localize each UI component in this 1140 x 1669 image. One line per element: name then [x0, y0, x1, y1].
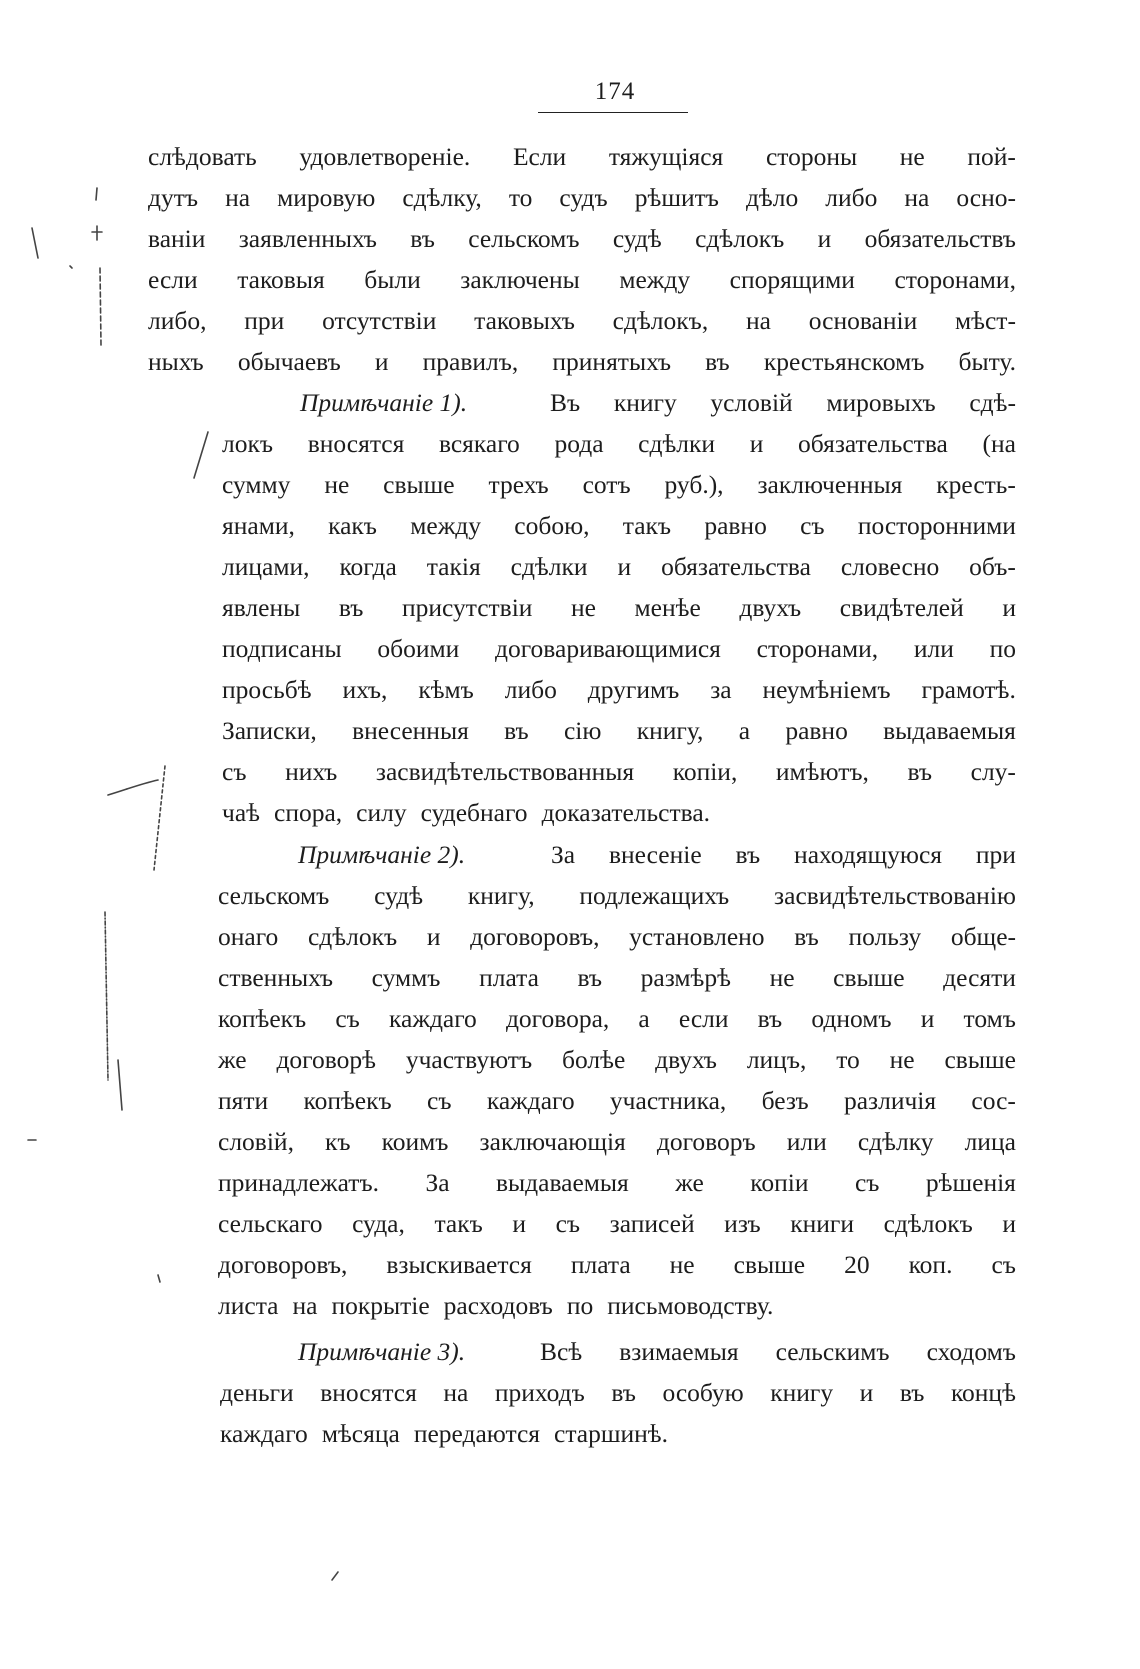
word: просьбѣ	[222, 675, 312, 704]
margin-mark	[194, 432, 208, 478]
word: пой-	[967, 142, 1016, 171]
word: въ	[794, 922, 819, 951]
word: книгу	[613, 388, 677, 417]
word: кресть-	[936, 470, 1016, 499]
margin-mark	[118, 1060, 122, 1110]
page-number-rule	[538, 112, 688, 113]
word: за	[710, 675, 732, 704]
word: мировую	[277, 183, 376, 212]
word: сельскаго	[218, 1209, 323, 1238]
word: обязательства	[661, 552, 811, 581]
word: рѣшенія	[925, 1168, 1016, 1197]
text-line	[222, 757, 1016, 787]
text-line	[222, 552, 1016, 582]
word: между	[619, 265, 691, 294]
word: или	[786, 1127, 827, 1156]
word: доказательства.	[541, 798, 711, 827]
word: сдѣлки	[510, 552, 588, 581]
text-line	[218, 1209, 1016, 1239]
word: лицами,	[222, 552, 310, 581]
word: копіи	[750, 1168, 809, 1197]
word: коп.	[908, 1250, 953, 1279]
word: обычаевъ	[237, 347, 341, 376]
word: дутъ	[148, 183, 199, 212]
word: въ	[907, 757, 933, 786]
word: особую	[662, 1378, 744, 1407]
word: такія	[426, 552, 481, 581]
word: участника,	[609, 1086, 727, 1115]
word: ственныхъ	[218, 963, 334, 992]
word: съ	[991, 1250, 1016, 1279]
word: локъ	[222, 429, 274, 458]
word: въ	[899, 1378, 925, 1407]
word: не	[769, 963, 795, 992]
word: и	[374, 347, 389, 376]
word: заявленныхъ	[238, 224, 377, 253]
word: различія	[843, 1086, 937, 1115]
word: сторонами,	[894, 265, 1016, 294]
word: подписаны	[222, 634, 342, 663]
word: каждаго	[486, 1086, 575, 1115]
word: книгу	[770, 1378, 834, 1407]
word: сдѣлки	[638, 429, 716, 458]
word: то	[836, 1045, 860, 1074]
word: взыскивается	[386, 1250, 532, 1279]
word: мѣсяца	[321, 1419, 400, 1448]
word: и	[1002, 593, 1016, 622]
margin-mark	[92, 226, 102, 240]
word: либо	[825, 183, 878, 212]
word: силу	[356, 798, 407, 827]
margin-mark	[100, 268, 101, 345]
word: За	[425, 1168, 450, 1197]
text-line	[220, 1419, 1016, 1449]
text-line	[148, 183, 1016, 213]
word: при	[244, 306, 285, 335]
word: грамотѣ.	[921, 675, 1016, 704]
word: руб.),	[664, 470, 724, 499]
word: свидѣтелей	[839, 593, 964, 622]
word: каждаго	[389, 1004, 477, 1033]
margin-mark	[96, 188, 97, 200]
note-2-label: Примѣчаніе 2).	[298, 840, 466, 869]
word: не	[571, 593, 596, 622]
word: книгу,	[467, 881, 535, 910]
word: коимъ	[381, 1127, 449, 1156]
word: взимаемыя	[619, 1337, 739, 1366]
word: сдѣлокъ	[695, 224, 785, 253]
margin-mark	[70, 266, 72, 268]
word: находящуюся	[794, 840, 942, 869]
word: пяти	[218, 1086, 269, 1115]
word: Всѣ	[540, 1337, 583, 1366]
word: одномъ	[811, 1004, 892, 1033]
word: и	[817, 224, 832, 253]
word: онаго	[218, 922, 279, 951]
text-line	[222, 593, 1016, 623]
word: десяти	[943, 963, 1016, 992]
word: по	[566, 1291, 594, 1320]
word: вносятся	[307, 429, 405, 458]
text-line	[218, 963, 1016, 993]
word: болѣе	[561, 1045, 626, 1074]
word: сдѣлокъ	[883, 1209, 973, 1238]
word: судъ	[559, 183, 608, 212]
word: въ	[757, 1004, 783, 1033]
word: судѣ	[374, 881, 424, 910]
word: ихъ,	[342, 675, 388, 704]
word: двухъ	[739, 593, 802, 622]
word: каждаго	[220, 1419, 308, 1448]
word: деньги	[220, 1378, 294, 1407]
word: копіи,	[672, 757, 738, 786]
word: свыше	[944, 1045, 1016, 1074]
text-line	[222, 429, 1016, 459]
word: вносятся	[320, 1378, 417, 1407]
word: сельскомъ	[468, 224, 580, 253]
word: на	[904, 183, 930, 212]
text-line	[218, 922, 1016, 952]
word: заключающія	[479, 1127, 626, 1156]
word: установлено	[629, 922, 765, 951]
word: съ	[800, 511, 825, 540]
word: же	[675, 1168, 704, 1197]
word: договоровъ,	[470, 922, 600, 951]
word: заключены	[460, 265, 580, 294]
word: дѣло	[745, 183, 799, 212]
word: листа	[218, 1291, 279, 1320]
word: свыше	[733, 1250, 806, 1279]
word: сдѣлку,	[402, 183, 482, 212]
word: въ	[735, 840, 761, 869]
word: расходовъ	[443, 1291, 553, 1320]
word: посторонними	[857, 511, 1016, 540]
word: крестьянскомъ	[763, 347, 925, 376]
word: въ	[338, 593, 364, 622]
margin-mark	[108, 780, 158, 795]
word: приходъ	[494, 1378, 585, 1407]
word: выдаваемыя	[883, 716, 1016, 745]
word: спорящими	[729, 265, 855, 294]
word: спора,	[274, 798, 343, 827]
word: рѣшитъ	[634, 183, 719, 212]
word: по	[989, 634, 1016, 663]
word: какъ	[328, 511, 377, 540]
text-line	[222, 716, 1016, 746]
word: лица	[964, 1127, 1016, 1156]
word: къ	[325, 1127, 351, 1156]
word: были	[364, 265, 421, 294]
word: объ-	[969, 552, 1016, 581]
text-line	[218, 1086, 1016, 1116]
text-line	[148, 142, 1016, 172]
word: неумѣніемъ	[762, 675, 891, 704]
word: удовлетвореніе.	[299, 142, 471, 171]
word: собою,	[514, 511, 590, 540]
word: договора,	[505, 1004, 610, 1033]
word: равно	[704, 511, 767, 540]
word: старшинѣ.	[554, 1419, 669, 1448]
margin-mark	[154, 766, 165, 870]
margin-mark	[32, 228, 38, 258]
word: размѣрѣ	[640, 963, 731, 992]
margin-mark	[105, 912, 108, 1080]
word: записей	[609, 1209, 695, 1238]
text-line	[220, 1378, 1016, 1408]
word: сотъ	[582, 470, 631, 499]
word: изъ	[724, 1209, 761, 1238]
word: менѣе	[634, 593, 701, 622]
word: основаніи	[808, 306, 918, 335]
word: покрытіе	[331, 1291, 430, 1320]
text-line	[551, 840, 1016, 870]
word: а	[638, 1004, 650, 1033]
word: таковыя	[237, 265, 325, 294]
word: въ	[410, 224, 435, 253]
word: ныхъ	[148, 347, 204, 376]
word: слѣдовать	[148, 142, 257, 171]
word: лицъ,	[746, 1045, 807, 1074]
word: безъ	[761, 1086, 809, 1115]
word: свыше	[383, 470, 455, 499]
text-line	[222, 798, 1016, 828]
word: стороны	[765, 142, 858, 171]
word: внесенныя	[352, 716, 469, 745]
word: сходомъ	[926, 1337, 1016, 1366]
word: правилъ,	[422, 347, 519, 376]
margin-mark	[158, 1275, 160, 1282]
word: въ	[611, 1378, 636, 1407]
word: или	[913, 634, 954, 663]
word: подлежащихъ	[579, 881, 730, 910]
word: (на	[982, 429, 1016, 458]
word: сдѣлку	[857, 1127, 934, 1156]
word: слу-	[970, 757, 1016, 786]
word: сію	[563, 716, 602, 745]
word: обязательствъ	[864, 224, 1016, 253]
word: если	[678, 1004, 729, 1033]
note-1-label: Примѣчаніе 1).	[300, 388, 468, 417]
word: Записки,	[222, 716, 317, 745]
word: договоровъ,	[218, 1250, 348, 1279]
text-line	[222, 675, 1016, 705]
word: обоими	[377, 634, 460, 663]
word: нихъ	[285, 757, 338, 786]
word: договорѣ	[276, 1045, 376, 1074]
word: свыше	[833, 963, 905, 992]
word: договаривающимися	[495, 634, 721, 663]
text-line	[218, 1291, 1016, 1321]
word: сдѣлокъ	[307, 922, 398, 951]
word: съ	[427, 1086, 452, 1115]
word: кѣмъ	[418, 675, 474, 704]
word: такъ	[622, 511, 672, 540]
word: словій,	[218, 1127, 294, 1156]
word: таковыхъ	[474, 306, 575, 335]
word: трехъ	[488, 470, 549, 499]
word: принадлежатъ.	[218, 1168, 380, 1197]
word: въ	[504, 716, 529, 745]
word: принятыхъ	[552, 347, 672, 376]
word: и	[512, 1209, 527, 1238]
word: рода	[554, 429, 604, 458]
word: на	[225, 183, 251, 212]
word: когда	[339, 552, 397, 581]
text-line	[148, 224, 1016, 254]
word: съ	[854, 1168, 880, 1197]
word: быту.	[958, 347, 1016, 376]
word: на	[746, 306, 771, 335]
word: плата	[479, 963, 539, 992]
word: янами,	[222, 511, 295, 540]
word: если	[148, 265, 198, 294]
word: 20	[844, 1250, 870, 1279]
word: съ	[555, 1209, 581, 1238]
word: и	[920, 1004, 935, 1033]
word: и	[617, 552, 632, 581]
word: не	[889, 1045, 915, 1074]
word: Въ	[550, 388, 581, 417]
margin-mark	[332, 1572, 338, 1580]
word: ваніи	[148, 224, 206, 253]
word: и	[859, 1378, 874, 1407]
word: съ	[222, 757, 247, 786]
word: сельскомъ	[218, 881, 330, 910]
page-number: 174	[594, 78, 636, 105]
word: на	[292, 1291, 318, 1320]
word: судебнаго	[420, 798, 528, 827]
word: такъ	[434, 1209, 483, 1238]
word: сос-	[971, 1086, 1016, 1115]
word: участвуютъ	[405, 1045, 533, 1074]
word: концѣ	[950, 1378, 1016, 1407]
word: двухъ	[655, 1045, 717, 1074]
word: условій	[710, 388, 793, 417]
word: внесеніе	[609, 840, 702, 869]
word: суммъ	[371, 963, 441, 992]
word: засвидѣтельствованныя	[375, 757, 635, 786]
word: копѣекъ	[303, 1086, 392, 1115]
word: отсутствіи	[322, 306, 437, 335]
word: письмоводству.	[607, 1291, 774, 1320]
text-line	[218, 1168, 1016, 1198]
word: либо	[504, 675, 557, 704]
text-line	[550, 388, 1016, 418]
word: на	[443, 1378, 469, 1407]
text-line	[222, 511, 1016, 541]
word: всякаго	[438, 429, 520, 458]
note-3-label: Примѣчаніе 3).	[298, 1337, 466, 1366]
word: засвидѣтельствованію	[774, 881, 1016, 910]
word: то	[508, 183, 533, 212]
word: осно-	[956, 183, 1016, 212]
word: и	[1002, 1209, 1016, 1238]
word: обще-	[950, 922, 1016, 951]
word: сдѣлокъ,	[612, 306, 709, 335]
word: мировыхъ	[826, 388, 936, 417]
word: и	[749, 429, 764, 458]
word: присутствіи	[401, 593, 533, 622]
word: обязательства	[798, 429, 948, 458]
word: судѣ	[612, 224, 662, 253]
word: словесно	[840, 552, 940, 581]
word: передаются	[413, 1419, 541, 1448]
text-line	[148, 265, 1016, 295]
word: не	[669, 1250, 695, 1279]
text-line	[218, 1004, 1016, 1034]
word: при	[975, 840, 1016, 869]
word: томъ	[963, 1004, 1016, 1033]
word: между	[410, 511, 482, 540]
word: равно	[785, 716, 848, 745]
word: договоръ	[656, 1127, 756, 1156]
word: плата	[570, 1250, 631, 1279]
word: сдѣ-	[969, 388, 1016, 417]
text-line	[540, 1337, 1016, 1367]
text-line	[218, 1045, 1016, 1075]
word: не	[324, 470, 350, 499]
word: выдаваемыя	[495, 1168, 629, 1197]
word: явлены	[222, 593, 301, 622]
text-line	[218, 881, 1016, 911]
word: копѣекъ	[218, 1004, 307, 1033]
word: не	[899, 142, 925, 171]
word: заключенныя	[757, 470, 903, 499]
word: суда,	[352, 1209, 405, 1238]
word: мѣст-	[955, 306, 1016, 335]
text-line	[148, 347, 1016, 377]
word: пользу	[848, 922, 922, 951]
text-line	[222, 470, 1016, 500]
word: другимъ	[587, 675, 680, 704]
word: книги	[790, 1209, 855, 1238]
word: въ	[577, 963, 603, 992]
word: За	[551, 840, 576, 869]
word: сторонами,	[756, 634, 879, 663]
word: съ	[335, 1004, 360, 1033]
text-line	[222, 634, 1016, 664]
word: же	[218, 1045, 247, 1074]
text-line	[218, 1250, 1016, 1280]
word: Если	[512, 142, 567, 171]
word: тяжущіяся	[608, 142, 724, 171]
word: въ	[705, 347, 730, 376]
word: имѣютъ,	[775, 757, 869, 786]
word: чаѣ	[222, 798, 260, 827]
word: и	[426, 922, 441, 951]
text-line	[218, 1127, 1016, 1157]
word: книгу,	[636, 716, 704, 745]
word: а	[738, 716, 751, 745]
text-line	[148, 306, 1016, 336]
word: сельскимъ	[775, 1337, 890, 1366]
word: либо,	[148, 306, 207, 335]
word: сумму	[222, 470, 291, 499]
